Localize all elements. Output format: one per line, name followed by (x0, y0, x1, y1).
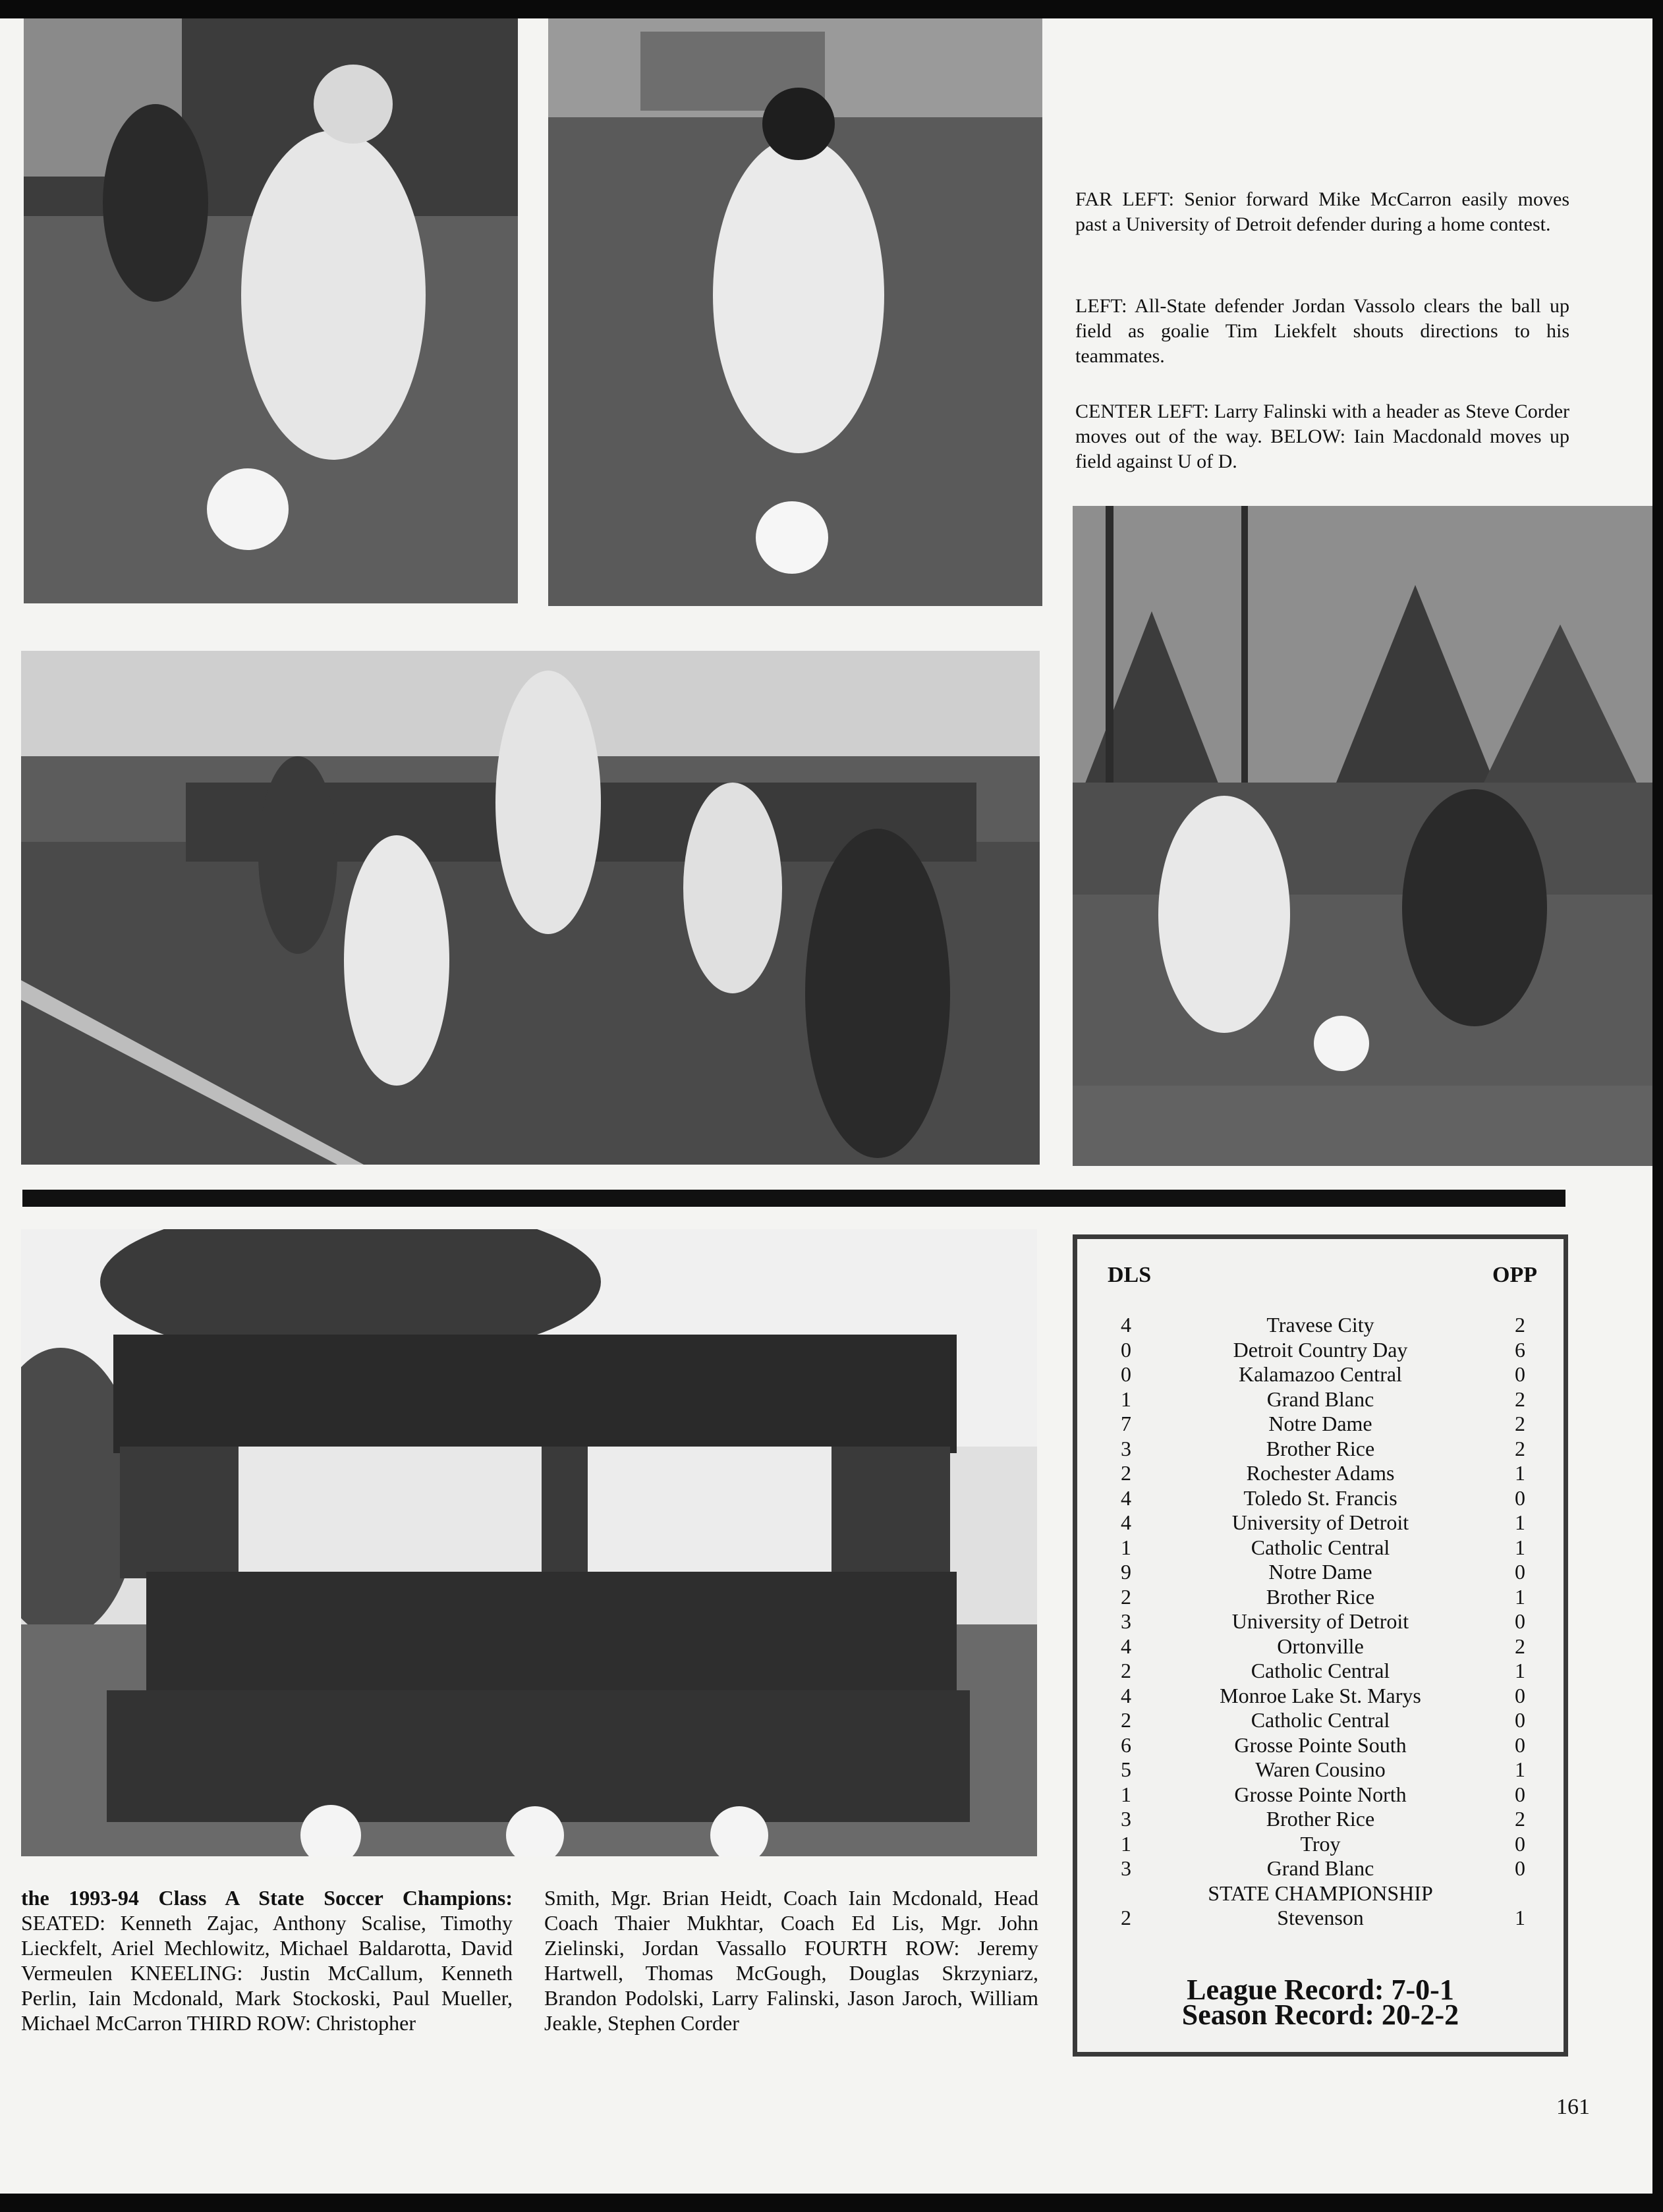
page-frame-right (1652, 0, 1663, 2212)
schedule-opp: 0 (1515, 1560, 1525, 1584)
section-divider (22, 1190, 1565, 1207)
schedule-dls: 3 (1121, 1807, 1131, 1831)
schedule-dls: 4 (1121, 1510, 1131, 1534)
schedule-row (1077, 1906, 1564, 1931)
schedule-row (1077, 1560, 1564, 1585)
schedule-team: Travese City (1266, 1313, 1374, 1337)
schedule-team: University of Detroit (1231, 1510, 1409, 1534)
schedule-row (1077, 1708, 1564, 1733)
schedule-row (1077, 1437, 1564, 1462)
schedule-opp: 1 (1515, 1757, 1525, 1781)
schedule-dls: 3 (1121, 1436, 1131, 1460)
schedule-head-opp: OPP (1492, 1263, 1537, 1287)
schedule-team: Grand Blanc (1266, 1856, 1374, 1880)
schedule-team: Rochester Adams (1246, 1461, 1395, 1485)
schedule-dls: 3 (1121, 1609, 1131, 1633)
schedule-row (1077, 1585, 1564, 1610)
schedule-opp: 0 (1515, 1831, 1525, 1856)
schedule-team: Catholic Central (1251, 1535, 1390, 1559)
schedule-box (1073, 1234, 1568, 2057)
schedule-opp: 2 (1515, 1313, 1525, 1337)
page-frame-bottom (0, 2194, 1663, 2212)
schedule-team: Kalamazoo Central (1239, 1362, 1402, 1386)
schedule-row (1077, 1535, 1564, 1561)
schedule-row (1077, 1510, 1564, 1535)
schedule-dls: 6 (1121, 1732, 1131, 1757)
schedule-dls: 2 (1121, 1659, 1131, 1682)
schedule-opp: 1 (1515, 1659, 1525, 1682)
schedule-team: STATE CHAMPIONSHIP (1208, 1881, 1433, 1905)
schedule-team: Monroe Lake St. Marys (1220, 1683, 1421, 1707)
schedule-opp: 0 (1515, 1856, 1525, 1880)
schedule-row (1077, 1881, 1564, 1906)
schedule-team: Stevenson (1277, 1906, 1364, 1929)
schedule-row (1077, 1387, 1564, 1412)
schedule-team: Catholic Central (1251, 1659, 1390, 1682)
photo-center-left (21, 651, 1040, 1165)
schedule-row (1077, 1634, 1564, 1659)
photo-far-left (24, 18, 518, 603)
schedule-dls: 0 (1121, 1337, 1131, 1362)
schedule-dls: 2 (1121, 1708, 1131, 1732)
schedule-opp: 2 (1515, 1436, 1525, 1460)
schedule-dls: 4 (1121, 1485, 1131, 1510)
schedule-dls: 1 (1121, 1831, 1131, 1856)
schedule-row (1077, 1684, 1564, 1709)
schedule-row (1077, 1807, 1564, 1832)
team-photo (21, 1229, 1037, 1856)
schedule-dls: 9 (1121, 1560, 1131, 1584)
roster-caption-col2: Smith, Mgr. Brian Heidt, Coach Iain Mcdonald, Head Coach Thaier Mukhtar, Coach Ed Lis, Mgr. John Zielinski, Jordan Vassallo FOURTH ROW: Jeremy Hartwell, Thomas McGough, Douglas Skrzyniarz, Brandon Podolski, Larry Falinski, Jason Jaroch, William Jeakle, Stephen Corder (544, 1886, 1038, 2035)
caption-far-left: FAR LEFT: Senior forward Mike McCarron easily moves past a University of Detroit defender during a home contest. (1075, 188, 1569, 235)
schedule-rows (1077, 1313, 1564, 1931)
caption-center-left: CENTER LEFT: Larry Falinski with a header as Steve Corder moves out of the way. BELOW: Iain Macdonald moves up field against U of D. (1075, 401, 1569, 472)
schedule-opp: 0 (1515, 1362, 1525, 1386)
schedule-team: Toledo St. Francis (1243, 1485, 1397, 1510)
schedule-opp: 1 (1515, 1510, 1525, 1534)
schedule-row (1077, 1733, 1564, 1758)
schedule-team: Brother Rice (1266, 1436, 1375, 1460)
schedule-row (1077, 1783, 1564, 1808)
schedule-dls: 2 (1121, 1461, 1131, 1485)
schedule-row (1077, 1362, 1564, 1387)
schedule-opp: 1 (1515, 1584, 1525, 1609)
schedule-row (1077, 1486, 1564, 1511)
schedule-head-dls: DLS (1108, 1263, 1152, 1287)
schedule-team: Grand Blanc (1266, 1387, 1374, 1411)
schedule-team: Notre Dame (1268, 1560, 1372, 1584)
season-record: Season Record: 20-2-2 (1181, 1999, 1459, 2031)
roster-col1-text: SEATED: Kenneth Zajac, Anthony Scalise, Timothy Lieckfelt, Ariel Mechlowitz, Michael Baldarotta, David Vermeulen KNEELING: Justin McCallum, Kenneth Perlin, Iain Mcdonald, Mark Stockoski, Paul Mueller, Michael McCarron THIRD ROW: Christopher (21, 1911, 513, 2035)
schedule-row (1077, 1313, 1564, 1338)
schedule-team: Grosse Pointe South (1234, 1732, 1407, 1757)
schedule-row (1077, 1659, 1564, 1684)
schedule-opp: 0 (1515, 1683, 1525, 1707)
schedule-opp: 0 (1515, 1708, 1525, 1732)
schedule-dls: 4 (1121, 1313, 1131, 1337)
schedule-team: Ortonville (1277, 1634, 1364, 1658)
schedule-dls: 1 (1121, 1387, 1131, 1411)
schedule-row (1077, 1832, 1564, 1857)
photo-below (1073, 506, 1652, 1166)
schedule-opp: 1 (1515, 1906, 1525, 1929)
schedule-dls: 2 (1121, 1906, 1131, 1929)
schedule-opp: 2 (1515, 1387, 1525, 1411)
schedule-dls: 2 (1121, 1584, 1131, 1609)
roster-caption-col1 (21, 1885, 513, 2035)
schedule-row (1077, 1338, 1564, 1363)
schedule-row (1077, 1609, 1564, 1634)
schedule-opp: 2 (1515, 1807, 1525, 1831)
schedule-team: Grosse Pointe North (1234, 1782, 1407, 1806)
schedule-team: Troy (1300, 1831, 1341, 1856)
photo-left (548, 18, 1042, 606)
schedule-opp: 1 (1515, 1461, 1525, 1485)
roster-lead: the 1993-94 Class A State Soccer Champions: (21, 1886, 513, 1910)
schedule-dls: 4 (1121, 1634, 1131, 1658)
schedule-dls: 5 (1121, 1757, 1131, 1781)
schedule-team: Catholic Central (1251, 1708, 1390, 1732)
schedule-opp: 6 (1515, 1337, 1525, 1362)
schedule-team: Waren Cousino (1255, 1757, 1386, 1781)
schedule-team: Brother Rice (1266, 1584, 1375, 1609)
schedule-row (1077, 1412, 1564, 1437)
schedule-dls: 7 (1121, 1412, 1131, 1435)
schedule-dls: 0 (1121, 1362, 1131, 1386)
schedule-team: University of Detroit (1231, 1609, 1409, 1633)
schedule-row (1077, 1856, 1564, 1881)
schedule-opp: 0 (1515, 1732, 1525, 1757)
schedule-team: Brother Rice (1266, 1807, 1375, 1831)
schedule-opp: 1 (1515, 1535, 1525, 1559)
schedule-opp: 2 (1515, 1634, 1525, 1658)
schedule-dls: 4 (1121, 1683, 1131, 1707)
caption-left: LEFT: All-State defender Jordan Vassolo clears the ball up field as goalie Tim Liekfelt shouts directions to his teammates. (1075, 295, 1569, 367)
schedule-row (1077, 1461, 1564, 1486)
page-number: 161 (1556, 2095, 1590, 2119)
schedule-opp: 2 (1515, 1412, 1525, 1435)
schedule-opp: 0 (1515, 1485, 1525, 1510)
schedule-opp: 0 (1515, 1782, 1525, 1806)
schedule-dls: 3 (1121, 1856, 1131, 1880)
page-frame-top (0, 0, 1663, 18)
schedule-team: Detroit Country Day (1233, 1337, 1408, 1362)
schedule-dls: 1 (1121, 1535, 1131, 1559)
schedule-team: Notre Dame (1268, 1412, 1372, 1435)
schedule-dls: 1 (1121, 1782, 1131, 1806)
league-record: League Record: 7-0-1 (1187, 1974, 1454, 2006)
schedule-opp: 0 (1515, 1609, 1525, 1633)
schedule-row (1077, 1757, 1564, 1783)
